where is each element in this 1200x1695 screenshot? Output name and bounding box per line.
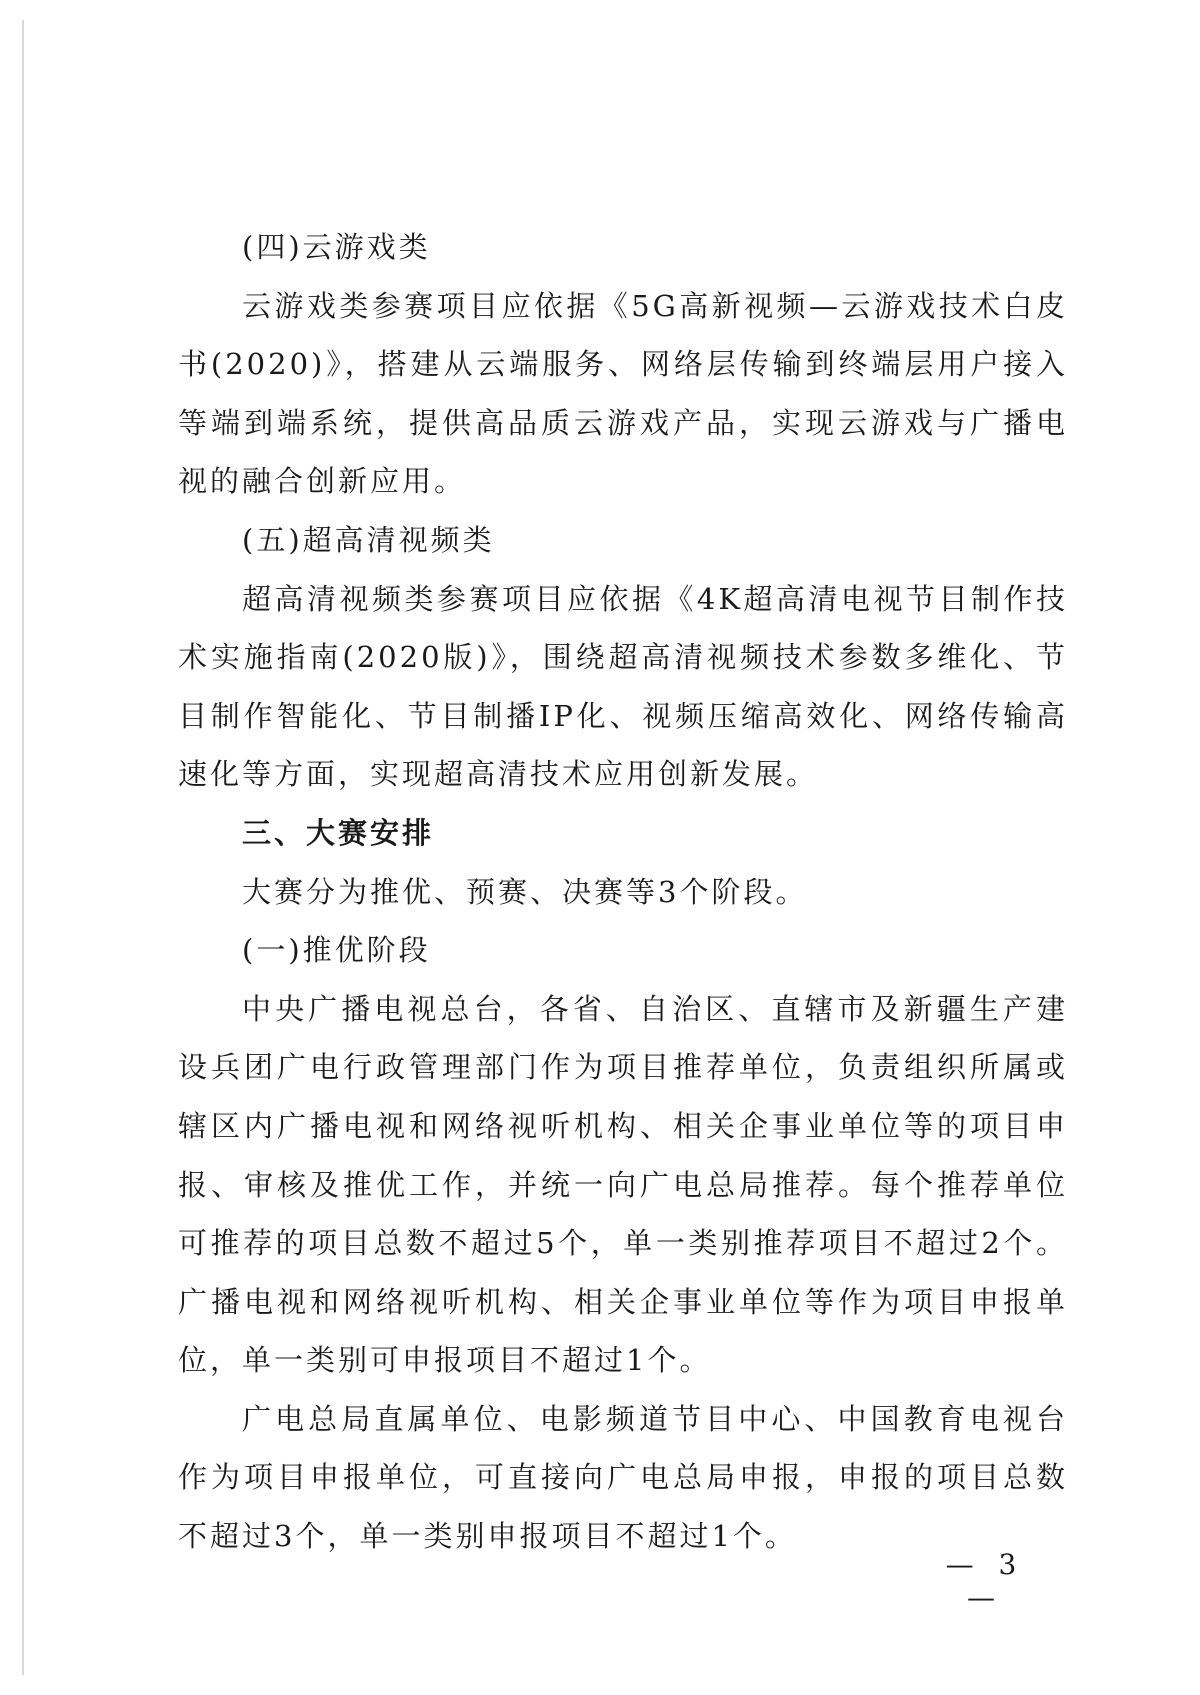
paragraph-direct-application: 广电总局直属单位、电影频道节目中心、中国教育电视台作为项目申报单位，可直接向广电总局申报，申报的项目总数不超过3个，单一类别申报项目不超过1个。 <box>178 1401 1068 1554</box>
paragraph-recommendation-units: 中央广播电视总台，各省、自治区、直辖市及新疆生产建设兵团广电行政管理部门作为项目推荐单位，负责组织所属或辖区内广播电视和网络视听机构、相关企事业单位等的项目申报、审核及推优工作，并统一向广电总局推荐。每个推荐单位可推荐的项目总数不超过5个，单一类别推荐项目不超过2个。广播电视和网络视听机构、相关企事业单位等作为项目申报单位，单一类别可申报项目不超过1个。 <box>178 991 1068 1378</box>
paragraph-cloud-gaming: 云游戏类参赛项目应依据《5G高新视频—云游戏技术白皮书(2020)》，搭建从云端服务、网络层传输到终端层用户接入等端到端系统，提供高品质云游戏产品，实现云游戏与广播电视的融合创新应用。 <box>178 288 1068 499</box>
scan-margin-line <box>22 20 24 1675</box>
section-heading-cloud-gaming: (四)云游戏类 <box>242 230 431 264</box>
document-body <box>178 218 1068 1566</box>
paragraph-competition-stages: 大赛分为推优、预赛、决赛等3个阶段。 <box>242 874 808 909</box>
section-heading-recommendation-stage: (一)推优阶段 <box>242 933 431 968</box>
page-number: — 3 — <box>945 1548 1025 1614</box>
paragraph-uhd-video: 超高清视频类参赛项目应依据《4K超高清电视节目制作技术实施指南(2020版)》，围绕超高清视频技术参数多维化、节目制作智能化、节目制播IP化、视频压缩高效化、网络传输高速化等方面，实现超高清技术应用创新发展。 <box>178 581 1068 792</box>
section-heading-uhd-video: (五)超高清视频类 <box>242 522 495 557</box>
section-heading-competition-arrangement: 三、大赛安排 <box>242 815 435 850</box>
